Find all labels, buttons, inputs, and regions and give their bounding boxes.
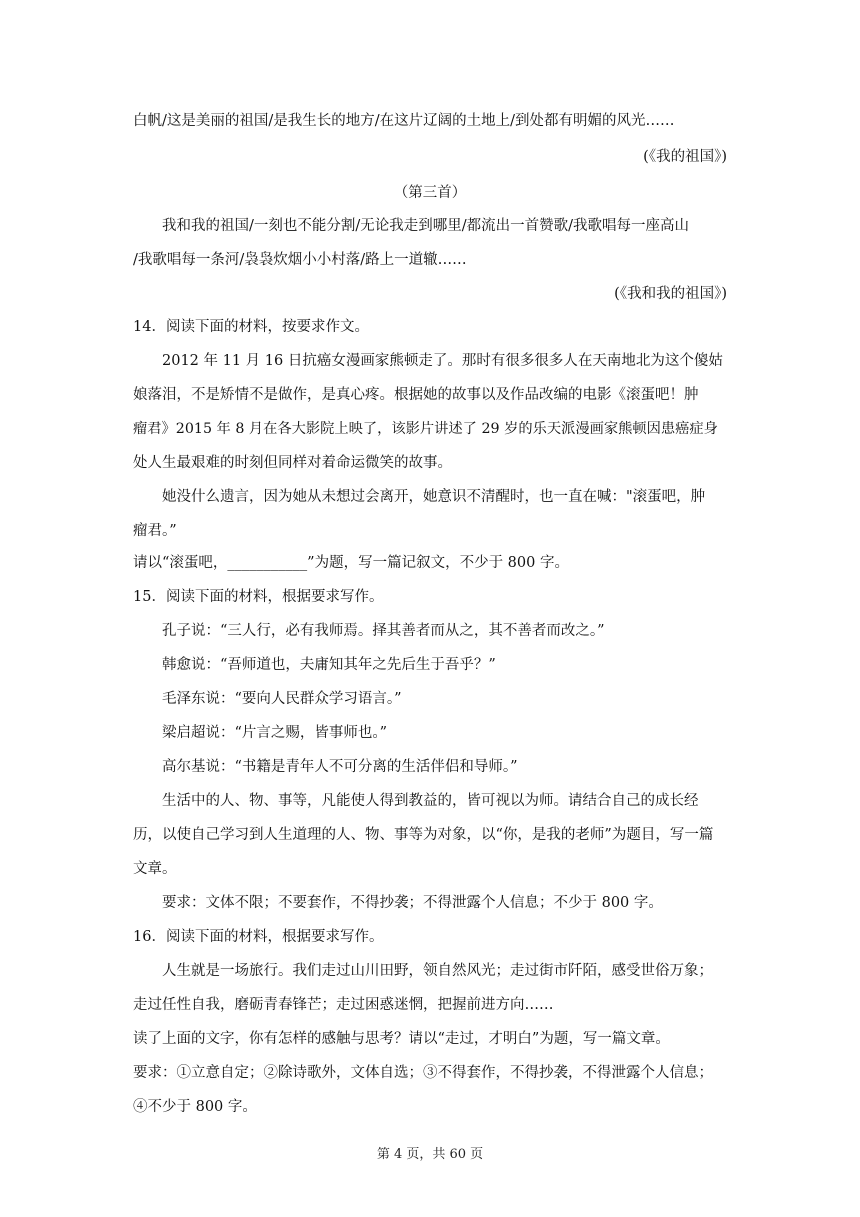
poem2-source: (《我的祖国》) [643,149,727,165]
q15-quote-hanyu: 韩愈说：“吾师道也，夫庸知其年之先后生于吾乎？” [162,657,496,673]
poem3-line1: 我和我的祖国/一刻也不能分割/无论我走到哪里/都流出一首赞歌/我歌唱每一座高山 [162,218,690,234]
q16-requirement-line2: ④不少于 800 字。 [133,1099,257,1115]
q14-paragraph1-line4: 处人生最艰难的时刻但同样对着命运微笑的故事。 [133,455,452,471]
page-number-footer: 第 4 页，共 60 页 [376,1147,484,1162]
q14-paragraph2-line2: 瘤君。” [133,523,177,539]
q15-paragraph-line1: 生活中的人、物、事等，凡能使人得到教益的，皆可视以为师。请结合自己的成长经 [162,793,699,809]
q15-paragraph-line3: 文章。 [133,861,177,877]
q15-requirement: 要求：文体不限；不要套作，不得抄袭；不得泄露个人信息；不少于 800 字。 [162,895,663,911]
q14-paragraph1-line2: 娘落泪，不是矫情不是做作，是真心疼。根据她的故事以及作品改编的电影《滚蛋吧！肿 [133,387,699,403]
q15-quote-liangqichao: 梁启超说：“片言之赐，皆事师也。” [162,725,388,741]
q15-quote-gorky: 高尔基说：“书籍是青年人不可分离的生活伴侣和导师。” [162,759,518,775]
q15-quote-maozedong: 毛泽东说：“要向人民群众学习语言。” [162,691,402,707]
poem3-line2: /我歌唱每一条河/袅袅炊烟小小村落/路上一道辙…… [133,252,467,268]
q16-material-line1: 人生就是一场旅行。我们走过山川田野，领自然风光；走过街市阡陌，感受世俗万象； [162,963,713,979]
q15-paragraph-line2: 历，以使自己学习到人生道理的人、物、事等为对象，以“你，是我的老师”为题目，写一篇 [133,827,714,843]
question-14-title: 14．阅读下面的材料，按要求作文。 [133,319,369,335]
poem3-heading: （第三首） [393,185,467,201]
q16-prompt: 读了上面的文字，你有怎样的感触与思考？请以“走过，才明白”为题，写一篇文章。 [133,1031,670,1047]
q14-requirement: 请以“滚蛋吧，___________”为题，写一篇记叙文，不少于 800 字。 [133,555,569,571]
poem3-source: (《我和我的祖国》) [614,286,727,302]
question-15-title: 15．阅读下面的材料，根据要求写作。 [133,589,384,605]
q14-paragraph1-line1: 2012 年 11 月 16 日抗癌女漫画家熊顿走了。那时有很多很多人在天南地北为这个傻姑 [162,353,723,369]
q16-material-line2: 走过任性自我，磨砺青春锋芒；走过困惑迷惘，把握前进方向…… [133,997,554,1013]
q14-paragraph1-line3: 瘤君》2015 年 8 月在各大影院上映了，该影片讲述了 29 岁的乐天派漫画家熊顿因患癌症身 [133,421,718,437]
q14-paragraph2-line1: 她没什么遗言，因为她从未想过会离开，她意识不清醒时，也一直在喊："滚蛋吧，肿 [162,489,706,505]
q16-requirement-line1: 要求：①立意自定；②除诗歌外，文体自选；③不得套作，不得抄袭，不得泄露个人信息； [133,1065,713,1081]
q15-quote-confucius: 孔子说：“三人行，必有我师焉。择其善者而从之，其不善者而改之。” [162,623,605,639]
poem2-line: 白帆/这是美丽的祖国/是我生长的地方/在这片辽阔的土地上/到处都有明媚的风光…… [133,113,675,129]
question-16-title: 16．阅读下面的材料，根据要求写作。 [133,929,384,945]
